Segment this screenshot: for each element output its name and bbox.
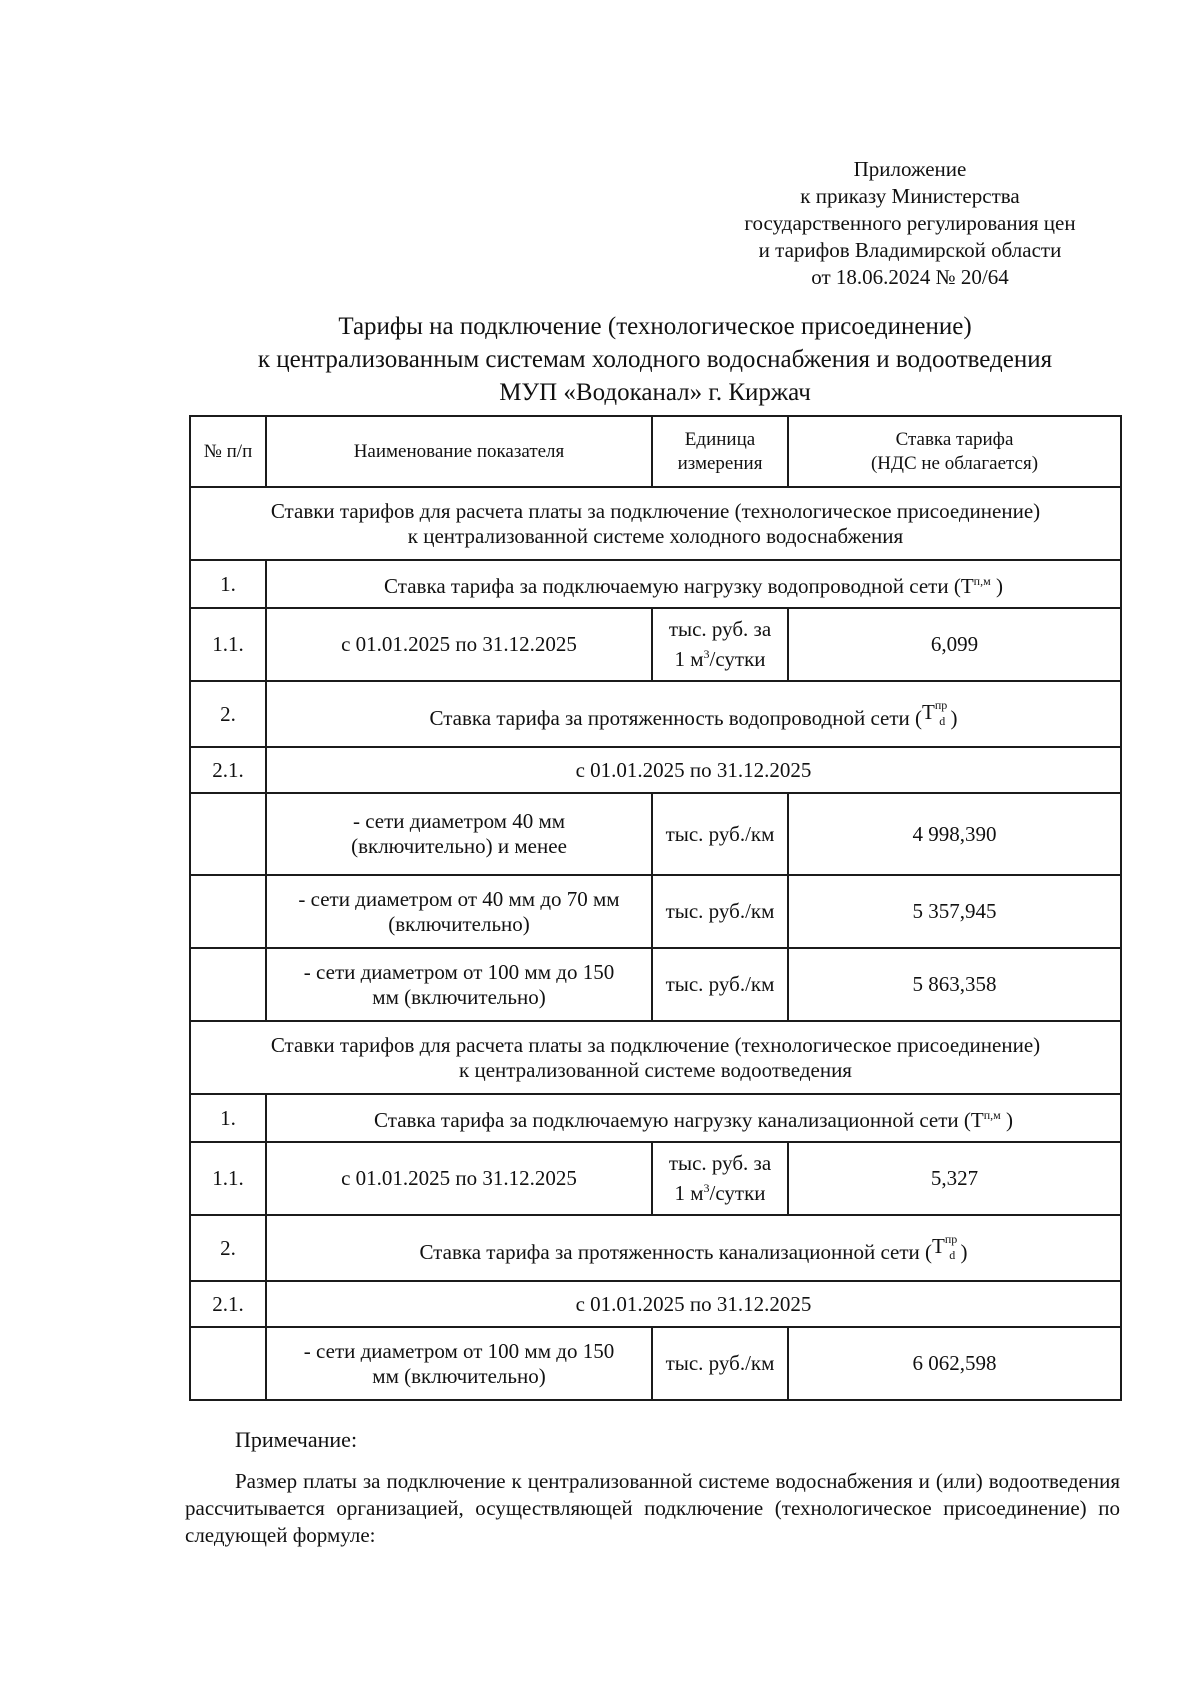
table-row bbox=[190, 1142, 1121, 1215]
table-row bbox=[190, 608, 1121, 681]
tariff-table bbox=[189, 415, 1122, 1401]
row-num: 1. bbox=[190, 560, 266, 608]
row-period: с 01.01.2025 по 31.12.2025 bbox=[266, 608, 652, 681]
appendix-line-1: Приложение bbox=[853, 157, 967, 181]
row-period: с 01.01.2025 по 31.12.2025 bbox=[266, 1281, 1121, 1327]
table-row bbox=[190, 747, 1121, 793]
row-title: Ставка тарифа за протяженность канализационной сети ($Т^{пр}_d$ ) bbox=[266, 1215, 1121, 1281]
row-num: 1.1. bbox=[190, 1142, 266, 1215]
row-value: 6 062,598 bbox=[788, 1327, 1121, 1400]
appendix-line-2: к приказу Министерства bbox=[800, 184, 1020, 208]
row-title: Ставка тарифа за подключаемую нагрузку канализационной сети ($Т^{п,м}$ ) bbox=[266, 1094, 1121, 1142]
title-line-3: МУП «Водоканал» г. Киржач bbox=[499, 379, 811, 406]
title-line-1: Тарифы на подключение (технологическое присоединение) bbox=[338, 313, 972, 340]
water-section-row bbox=[190, 487, 1121, 560]
row-value: 5,327 bbox=[788, 1142, 1121, 1215]
title-line-2: к централизованным системам холодного водоснабжения и водоотведения bbox=[257, 346, 1053, 373]
row-name: - сети диаметром от 100 мм до 150 мм (включительно) bbox=[266, 948, 652, 1021]
table-header-row bbox=[190, 416, 1121, 487]
row-num: 1. bbox=[190, 1094, 266, 1142]
table-row bbox=[190, 875, 1121, 948]
row-num: 2.1. bbox=[190, 747, 266, 793]
row-num: 2. bbox=[190, 681, 266, 747]
table-row bbox=[190, 793, 1121, 875]
note-text: Размер платы за подключение к централизованной системе водоснабжения и (или) водоотведения рассчитывается организацией, осуществляющей подключение (технологическое присоединение) по следующей формуле: bbox=[185, 1469, 1120, 1547]
table-row bbox=[190, 560, 1121, 608]
appendix-line-3: государственного регулирования цен bbox=[744, 211, 1076, 235]
appendix-line-4: и тарифов Владимирской области bbox=[758, 238, 1062, 262]
header-unit: Единица измерения bbox=[652, 416, 788, 487]
header-name: Наименование показателя bbox=[266, 416, 652, 487]
row-name: - сети диаметром 40 мм (включительно) и менее bbox=[266, 793, 652, 875]
row-unit: тыс. руб. за 1 $м^3$/сутки bbox=[652, 1142, 788, 1215]
row-value: 5 357,945 bbox=[788, 875, 1121, 948]
row-unit: тыс. руб./км bbox=[652, 793, 788, 875]
row-name: - сети диаметром от 40 мм до 70 мм (включительно) bbox=[266, 875, 652, 948]
water-section-title: Ставки тарифов для расчета платы за подключение (технологическое присоединение) к централизованной системе холодного водоснабжения bbox=[190, 487, 1121, 560]
row-num: 1.1. bbox=[190, 608, 266, 681]
document-title bbox=[0, 310, 1200, 409]
appendix-header bbox=[700, 156, 1120, 291]
row-unit: тыс. руб. за 1 $м^3$/сутки bbox=[652, 608, 788, 681]
row-value: 5 863,358 bbox=[788, 948, 1121, 1021]
row-value: 6,099 bbox=[788, 608, 1121, 681]
row-name: - сети диаметром от 100 мм до 150 мм (включительно) bbox=[266, 1327, 652, 1400]
table-row bbox=[190, 1094, 1121, 1142]
row-title: Ставка тарифа за протяженность водопроводной сети ($Т^{пр}_d$ ) bbox=[266, 681, 1121, 747]
row-value: 4 998,390 bbox=[788, 793, 1121, 875]
table-row bbox=[190, 1281, 1121, 1327]
table-row bbox=[190, 1215, 1121, 1281]
row-unit: тыс. руб./км bbox=[652, 1327, 788, 1400]
row-num: 2.1. bbox=[190, 1281, 266, 1327]
row-num: 2. bbox=[190, 1215, 266, 1281]
sewer-section-row bbox=[190, 1021, 1121, 1094]
table-row bbox=[190, 1327, 1121, 1400]
header-rate: Ставка тарифа (НДС не облагается) bbox=[788, 416, 1121, 487]
appendix-line-5: от 18.06.2024 № 20/64 bbox=[811, 265, 1009, 289]
header-num: № п/п bbox=[190, 416, 266, 487]
row-period: с 01.01.2025 по 31.12.2025 bbox=[266, 1142, 652, 1215]
table-row bbox=[190, 948, 1121, 1021]
sewer-section-title: Ставки тарифов для расчета платы за подключение (технологическое присоединение) к централизованной системе водоотведения bbox=[190, 1021, 1121, 1094]
row-title: Ставка тарифа за подключаемую нагрузку водопроводной сети ($Т^{п,м}$ ) bbox=[266, 560, 1121, 608]
row-unit: тыс. руб./км bbox=[652, 875, 788, 948]
row-unit: тыс. руб./км bbox=[652, 948, 788, 1021]
note-label: Примечание: bbox=[235, 1427, 358, 1452]
table-row bbox=[190, 681, 1121, 747]
row-period: с 01.01.2025 по 31.12.2025 bbox=[266, 747, 1121, 793]
